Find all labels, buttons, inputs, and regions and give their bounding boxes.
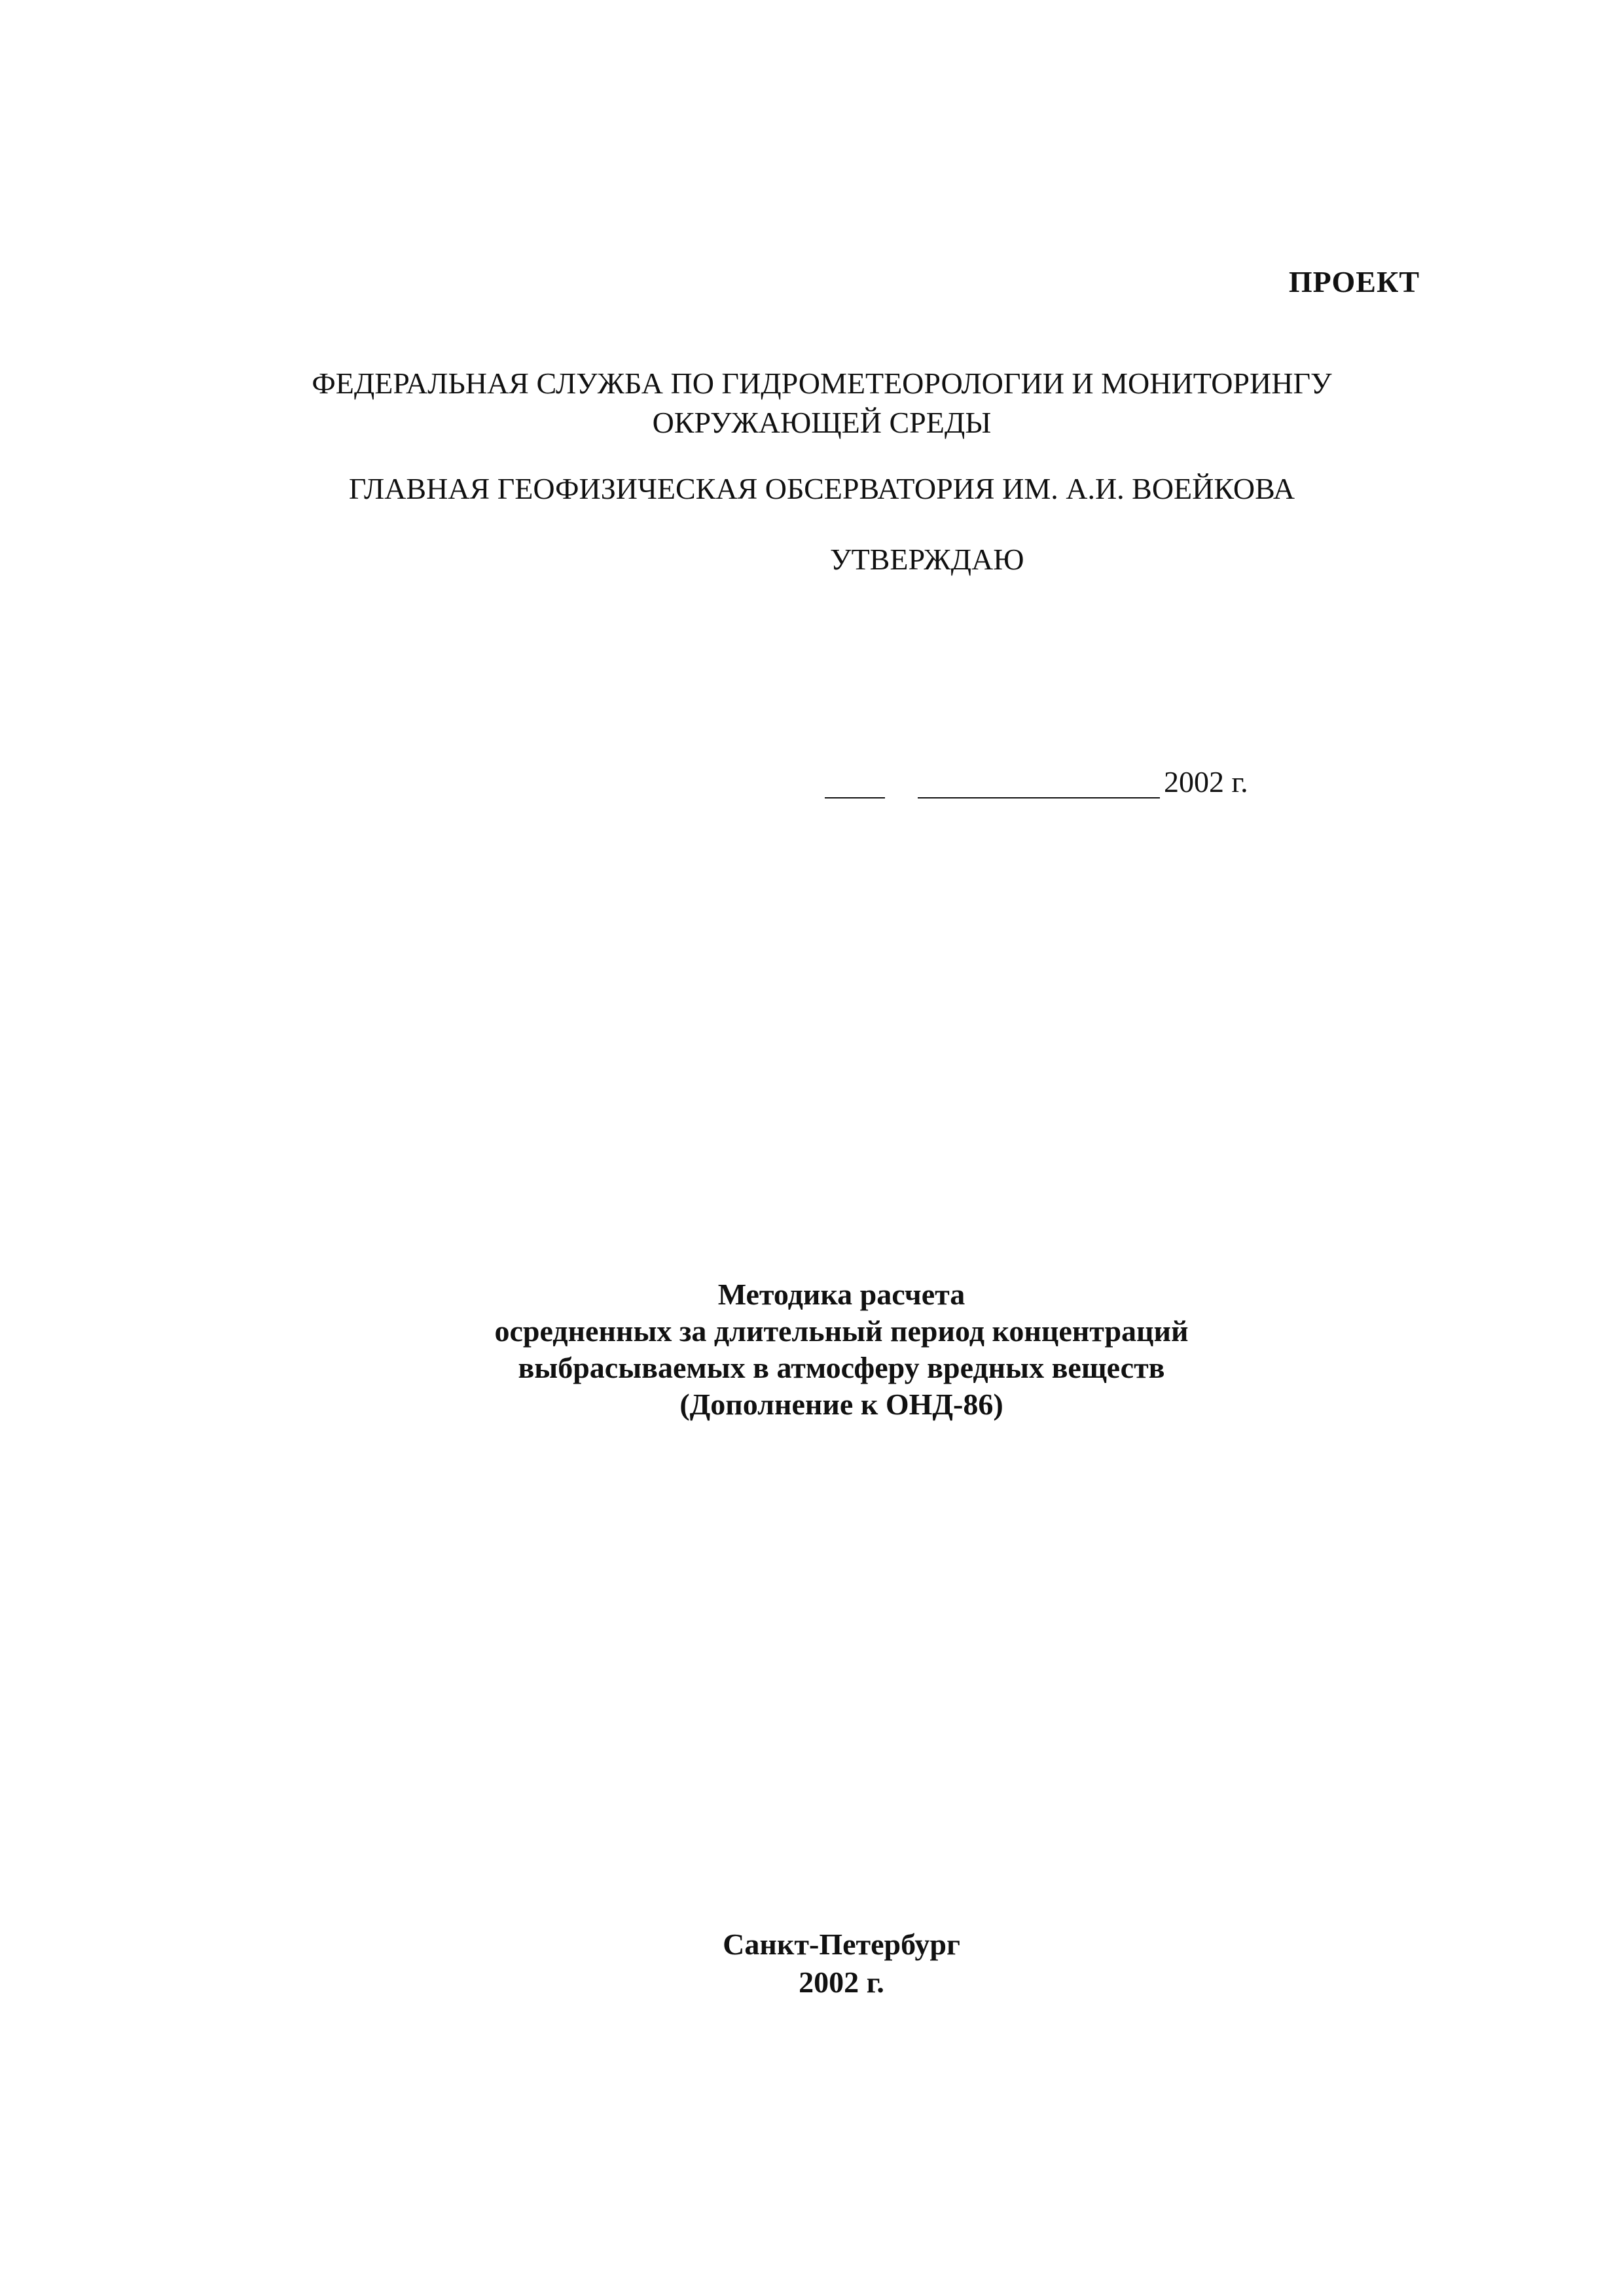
approval-year: 2002 г. [1164,765,1248,798]
title-line-4: (Дополнение к ОНД-86) [679,1388,1003,1421]
date-day-blank [825,797,885,798]
title-line-1: Методика расчета [717,1278,965,1311]
publication-year: 2002 г. [799,1965,884,1999]
document-title [0,1276,1624,1423]
title-line-2: осредненных за длительный период концентраций [494,1314,1189,1348]
approval-label: УТВЕРЖДАЮ [830,543,1024,576]
project-stamp: ПРОЕКТ [1288,265,1420,298]
publication-city: Санкт-Петербург [723,1928,960,1961]
title-line-3: выбрасываемых в атмосферу вредных веществ [518,1351,1165,1384]
agency-name-line-2: ОКРУЖАЮЩЕЙ СРЕДЫ [652,406,992,439]
publication-info [0,1926,1624,2001]
date-month-blank [918,797,1160,798]
observatory-name: ГЛАВНАЯ ГЕОФИЗИЧЕСКАЯ ОБСЕРВАТОРИЯ ИМ. А.И. ВОЕЙКОВА [348,472,1295,505]
agency-name-line-1: ФЕДЕРАЛЬНАЯ СЛУЖБА ПО ГИДРОМЕТЕОРОЛОГИИ И МОНИТОРИНГУ [312,367,1332,400]
agency-name [0,364,1624,442]
